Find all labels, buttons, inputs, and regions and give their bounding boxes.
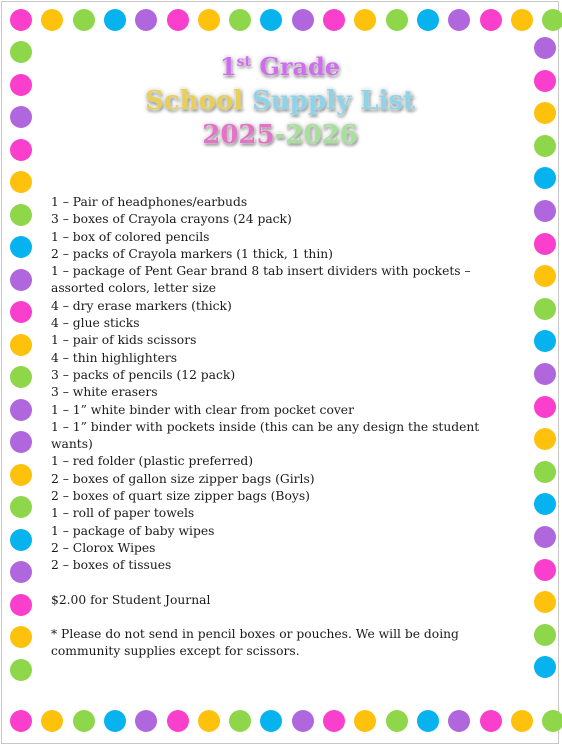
title-year-end: -2026: [274, 120, 358, 150]
list-item: 3 – boxes of Crayola crayons (24 pack): [51, 212, 292, 227]
list-item: 2 – Clorox Wipes: [51, 540, 156, 555]
list-item: 1 – 1” binder with pockets inside (this can be any design the student wants): [51, 419, 480, 452]
title-grade: [60, 50, 500, 84]
list-item: 2 – boxes of quart size zipper bags (Boys): [51, 489, 310, 504]
page-title: [60, 50, 500, 152]
list-item: 2 – packs of Crayola markers (1 thick, 1 thin): [51, 246, 333, 261]
list-item: 1 – package of Pent Gear brand 8 tab insert dividers with pockets – assorted colors, letter size: [51, 264, 471, 296]
list-item: 1 – 1” white binder with clear from pocket cover: [51, 402, 354, 417]
title-supply-list-words: Supply List: [252, 86, 415, 116]
list-item: 1 – pair of kids scissors: [51, 333, 197, 348]
list-item: 1 – box of colored pencils: [51, 229, 210, 244]
supply-note: * Please do not send in pencil boxes or pouches. We will be doing community supplies except for scissors.: [51, 627, 459, 659]
list-item: 1 – package of baby wipes: [51, 523, 215, 538]
list-item: 3 – white erasers: [51, 385, 158, 400]
list-item: 2 – boxes of gallon size zipper bags (Girls): [51, 471, 315, 486]
title-supply-list: [60, 84, 500, 118]
title-grade-number: 1: [219, 52, 237, 81]
journal-fee: $2.00 for Student Journal: [51, 593, 211, 607]
supply-list: [51, 194, 501, 575]
list-item: 1 – roll of paper towels: [51, 506, 195, 521]
list-item: 4 – thin highlighters: [51, 350, 178, 365]
list-item: 1 – Pair of headphones/earbuds: [51, 195, 248, 209]
title-grade-suffix: st: [236, 54, 251, 70]
list-item: 2 – boxes of tissues: [51, 558, 172, 573]
title-grade-word: Grade: [250, 52, 341, 81]
list-item: 4 – dry erase markers (thick): [51, 298, 232, 313]
title-school-word: School: [144, 86, 253, 116]
list-item: 1 – red folder (plastic preferred): [51, 454, 254, 469]
list-item: 3 – packs of pencils (12 pack): [51, 367, 236, 382]
title-year-start: 2025: [202, 120, 275, 150]
list-item: 4 – glue sticks: [51, 316, 140, 331]
title-year: [60, 118, 500, 152]
